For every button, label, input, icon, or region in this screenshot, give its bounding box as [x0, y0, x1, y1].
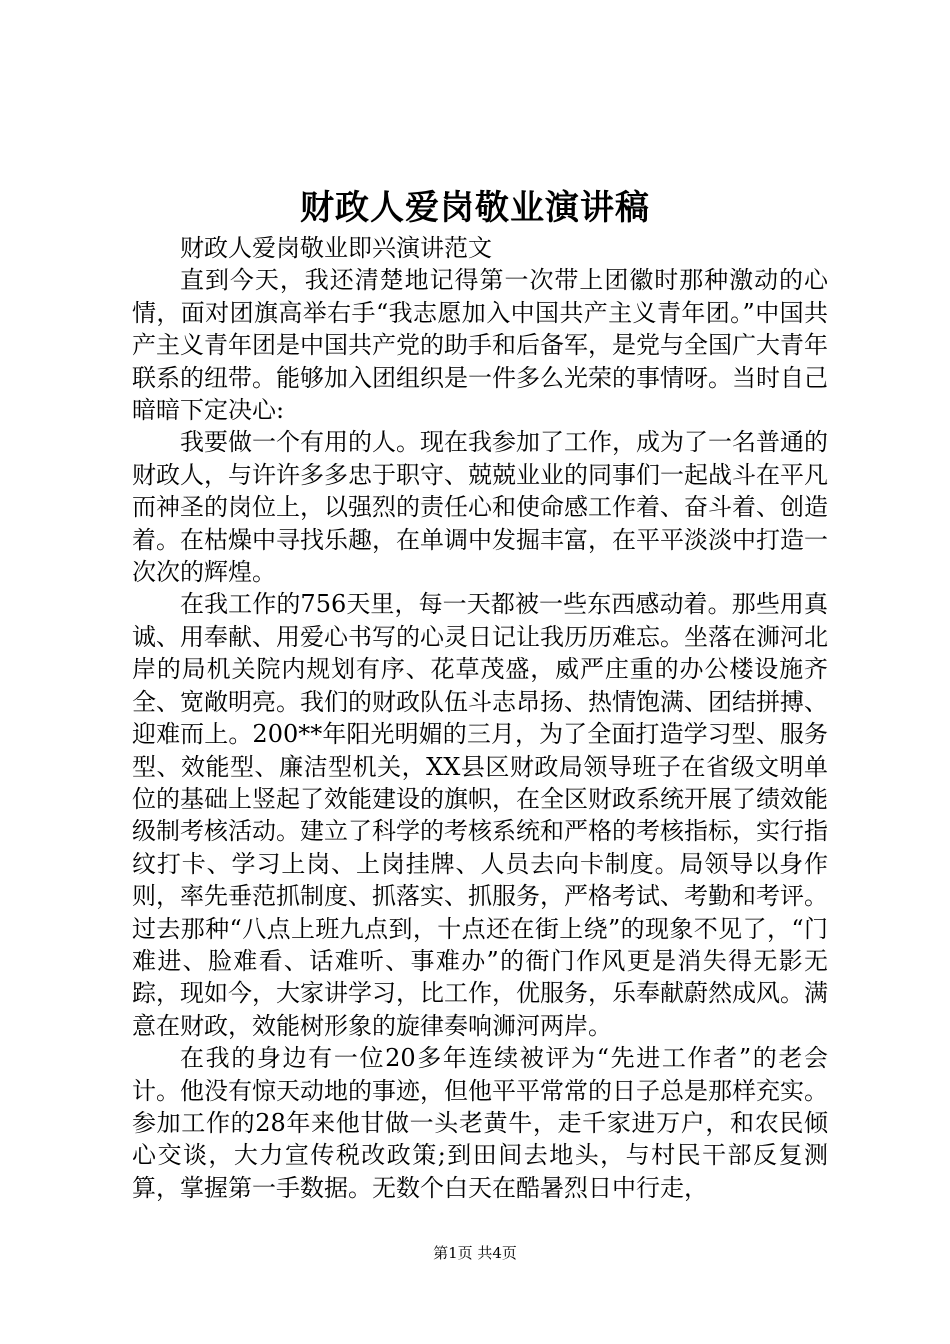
- paragraph: 在我工作的756天里，每一天都被一些东西感动着。那些用真诚、用奉献、用爱心书写的心灵日记让我历历难忘。坐落在浉河北岸的局机关院内规划有序、花草茂盛，威严庄重的办公楼设施齐全、宽敞明亮。我们的财政队伍斗志昂扬、热情饱满、团结拼搏、迎难而上。200**年阳光明媚的三月，为了全面打造学习型、服务型、效能型、廉洁型机关，XX县区财政局领导班子在省级文明单位的基础上竖起了效能建设的旗帜，在全区财政系统开展了绩效能级制考核活动。建立了科学的考核系统和严格的考核指标，实行指纹打卡、学习上岗、上岗挂牌、人员去向卡制度。局领导以身作则，率先垂范抓制度、抓落实、抓服务，严格考试、考勤和考评。过去那种“八点上班九点到，十点还在街上绕”的现象不见了，“门难进、脸难看、话难听、事难办”的衙门作风更是消失得无影无踪，现如今，大家讲学习，比工作，优服务，乐奉献蔚然成风。满意在财政，效能树形象的旋律奏响浉河两岸。: [132, 590, 828, 1040]
- page-number-footer: 第1页 共4页: [433, 1244, 517, 1262]
- paragraph: 直到今天，我还清楚地记得第一次带上团徽时那种激动的心情，面对团旗高举右手“我志愿加入中国共产主义青年团。”中国共产主义青年团是中国共产党的助手和后备军，是党与全国广大青年联系的纽带。能够加入团组织是一件多么光荣的事情呀。当时自己暗暗下定决心:: [132, 266, 828, 425]
- paragraph: 在我的身边有一位20多年连续被评为“先进工作者”的老会计。他没有惊天动地的事迹，但他平平常常的日子总是那样充实。参加工作的28年来他甘做一头老黄牛，走千家进万户，和农民倾心交谈，大力宣传税改政策;到田间去地头，与村民干部反复测算，掌握第一手数据。无数个白天在酷暑烈日中行走，: [132, 1044, 828, 1202]
- document-body: [132, 232, 828, 1204]
- document-title: 财政人爱岗敬业演讲稿: [300, 188, 650, 228]
- paragraph: 我要做一个有用的人。现在我参加了工作，成为了一名普通的财政人，与许许多多忠于职守、兢兢业业的同事们一起战斗在平凡而神圣的岗位上，以强烈的责任心和使命感工作着、奋斗着、创造着。在枯燥中寻找乐趣，在单调中发掘丰富，在平平淡淡中打造一次次的辉煌。: [132, 428, 828, 587]
- paragraph-subtitle: 财政人爱岗敬业即兴演讲范文: [180, 234, 492, 262]
